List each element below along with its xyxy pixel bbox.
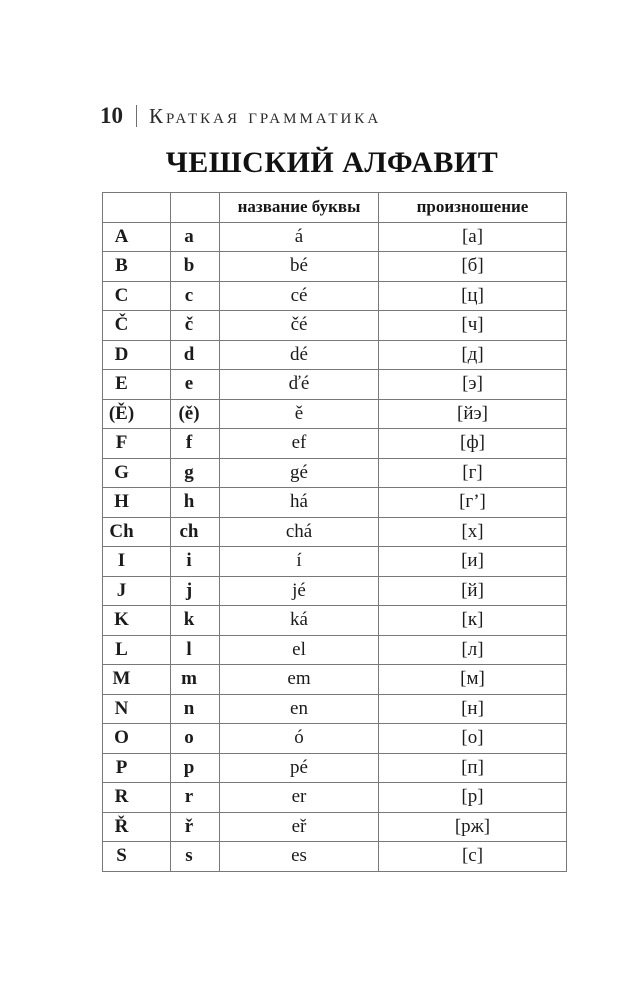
letter-upper-cell: G <box>103 458 171 488</box>
letter-name-cell: dé <box>220 340 379 370</box>
letter-upper-cell: M <box>103 665 171 695</box>
pronunciation-cell: [и] <box>379 547 567 577</box>
letter-name-cell: ó <box>220 724 379 754</box>
letter-name-cell: gé <box>220 458 379 488</box>
alphabet-row <box>103 340 567 370</box>
letter-upper-cell: R <box>103 783 171 813</box>
pronunciation-cell: [э] <box>379 370 567 400</box>
alphabet-row <box>103 517 567 547</box>
letter-lower-cell: p <box>171 753 220 783</box>
letter-lower-cell: r <box>171 783 220 813</box>
letter-name-cell: bé <box>220 252 379 282</box>
letter-name-cell: há <box>220 488 379 518</box>
pronunciation-cell: [а] <box>379 222 567 252</box>
letter-lower-cell: i <box>171 547 220 577</box>
letter-name-cell: pé <box>220 753 379 783</box>
alphabet-row <box>103 399 567 429</box>
letter-name-cell: ká <box>220 606 379 636</box>
pronunciation-cell: [п] <box>379 753 567 783</box>
letter-upper-cell: S <box>103 842 171 872</box>
letter-name-cell: í <box>220 547 379 577</box>
pronunciation-cell: [йэ] <box>379 399 567 429</box>
pronunciation-cell: [ф] <box>379 429 567 459</box>
letter-lower-cell: m <box>171 665 220 695</box>
alphabet-row <box>103 635 567 665</box>
letter-upper-cell: C <box>103 281 171 311</box>
letter-upper-cell: H <box>103 488 171 518</box>
letter-upper-cell: E <box>103 370 171 400</box>
alphabet-row <box>103 724 567 754</box>
alphabet-row <box>103 783 567 813</box>
pronunciation-cell: [рж] <box>379 812 567 842</box>
letter-lower-cell: a <box>171 222 220 252</box>
page-number: 10 <box>100 103 123 128</box>
pronunciation-cell: [с] <box>379 842 567 872</box>
letter-lower-cell: č <box>171 311 220 341</box>
letter-upper-cell: N <box>103 694 171 724</box>
letter-name-cell: em <box>220 665 379 695</box>
letter-name-cell: el <box>220 635 379 665</box>
letter-lower-cell: ch <box>171 517 220 547</box>
letter-lower-cell: o <box>171 724 220 754</box>
pronunciation-cell: [ц] <box>379 281 567 311</box>
letter-name-cell: ef <box>220 429 379 459</box>
pronunciation-cell: [м] <box>379 665 567 695</box>
alphabet-row <box>103 458 567 488</box>
letter-lower-cell: j <box>171 576 220 606</box>
column-header-uppercase <box>103 193 171 223</box>
alphabet-row <box>103 252 567 282</box>
letter-lower-cell: n <box>171 694 220 724</box>
letter-lower-cell: (ě) <box>171 399 220 429</box>
letter-lower-cell: ř <box>171 812 220 842</box>
letter-upper-cell: Č <box>103 311 171 341</box>
letter-name-cell: chá <box>220 517 379 547</box>
letter-upper-cell: L <box>103 635 171 665</box>
letter-upper-cell: (Ě) <box>103 399 171 429</box>
letter-upper-cell: F <box>103 429 171 459</box>
pronunciation-cell: [р] <box>379 783 567 813</box>
column-header-lowercase <box>171 193 220 223</box>
letter-lower-cell: e <box>171 370 220 400</box>
alphabet-row <box>103 842 567 872</box>
pronunciation-cell: [к] <box>379 606 567 636</box>
alphabet-row <box>103 576 567 606</box>
letter-lower-cell: h <box>171 488 220 518</box>
letter-upper-cell: O <box>103 724 171 754</box>
alphabet-row <box>103 694 567 724</box>
letter-name-cell: jé <box>220 576 379 606</box>
letter-lower-cell: b <box>171 252 220 282</box>
column-header-letter-name: название буквы <box>220 193 379 223</box>
alphabet-row <box>103 222 567 252</box>
letter-lower-cell: f <box>171 429 220 459</box>
alphabet-row <box>103 370 567 400</box>
letter-name-cell: er <box>220 783 379 813</box>
letter-upper-cell: Ř <box>103 812 171 842</box>
letter-upper-cell: P <box>103 753 171 783</box>
alphabet-row <box>103 606 567 636</box>
pronunciation-cell: [б] <box>379 252 567 282</box>
letter-name-cell: cé <box>220 281 379 311</box>
table-header-row <box>103 193 567 223</box>
letter-upper-cell: D <box>103 340 171 370</box>
alphabet-table <box>102 192 567 872</box>
letter-lower-cell: l <box>171 635 220 665</box>
pronunciation-cell: [л] <box>379 635 567 665</box>
letter-lower-cell: d <box>171 340 220 370</box>
letter-upper-cell: I <box>103 547 171 577</box>
pronunciation-cell: [г’] <box>379 488 567 518</box>
alphabet-row <box>103 281 567 311</box>
letter-lower-cell: k <box>171 606 220 636</box>
letter-name-cell: es <box>220 842 379 872</box>
alphabet-row <box>103 547 567 577</box>
pronunciation-cell: [ч] <box>379 311 567 341</box>
letter-name-cell: eř <box>220 812 379 842</box>
letter-name-cell: ďé <box>220 370 379 400</box>
letter-lower-cell: c <box>171 281 220 311</box>
letter-name-cell: á <box>220 222 379 252</box>
letter-upper-cell: B <box>103 252 171 282</box>
pronunciation-cell: [г] <box>379 458 567 488</box>
letter-lower-cell: s <box>171 842 220 872</box>
alphabet-row <box>103 753 567 783</box>
letter-upper-cell: K <box>103 606 171 636</box>
pronunciation-cell: [н] <box>379 694 567 724</box>
pronunciation-cell: [х] <box>379 517 567 547</box>
pronunciation-cell: [д] <box>379 340 567 370</box>
letter-name-cell: ě <box>220 399 379 429</box>
pronunciation-cell: [о] <box>379 724 567 754</box>
page-header <box>100 103 381 129</box>
letter-upper-cell: A <box>103 222 171 252</box>
running-title: Краткая грамматика <box>149 103 382 128</box>
alphabet-row <box>103 665 567 695</box>
page-title: ЧЕШСКИЙ АЛФАВИТ <box>165 146 499 179</box>
alphabet-row <box>103 429 567 459</box>
letter-name-cell: čé <box>220 311 379 341</box>
alphabet-row <box>103 311 567 341</box>
letter-upper-cell: J <box>103 576 171 606</box>
alphabet-row <box>103 812 567 842</box>
column-header-pronunciation: произношение <box>379 193 567 223</box>
alphabet-row <box>103 488 567 518</box>
pronunciation-cell: [й] <box>379 576 567 606</box>
letter-upper-cell: Ch <box>103 517 171 547</box>
header-divider <box>136 105 137 127</box>
letter-lower-cell: g <box>171 458 220 488</box>
letter-name-cell: en <box>220 694 379 724</box>
